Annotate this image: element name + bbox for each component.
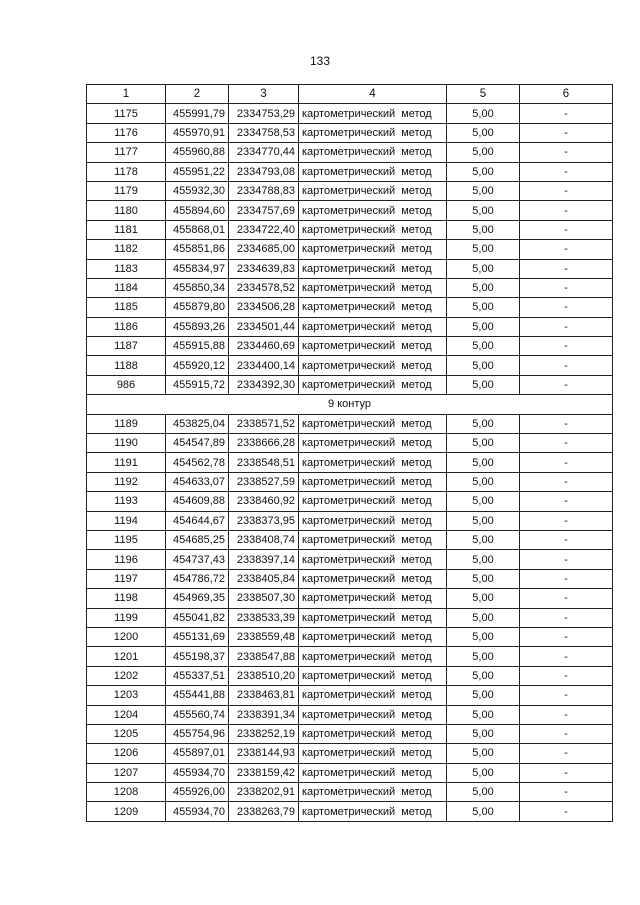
table-row (87, 802, 613, 821)
y-coordinate-cell: 2338666,28 (229, 434, 299, 453)
accuracy-cell: 5,00 (447, 608, 520, 627)
note-cell: - (520, 647, 613, 666)
method-cell: картометрический метод (299, 356, 447, 375)
x-coordinate-cell: 454562,78 (166, 453, 229, 472)
accuracy-cell: 5,00 (447, 278, 520, 297)
y-coordinate-cell: 2334392,30 (229, 375, 299, 394)
method-cell: картометрический метод (299, 492, 447, 511)
accuracy-cell: 5,00 (447, 104, 520, 123)
accuracy-cell: 5,00 (447, 705, 520, 724)
y-coordinate-cell: 2338507,30 (229, 589, 299, 608)
y-coordinate-cell: 2338397,14 (229, 550, 299, 569)
point-number-cell: 1180 (87, 201, 166, 220)
accuracy-cell: 5,00 (447, 744, 520, 763)
accuracy-cell: 5,00 (447, 201, 520, 220)
y-coordinate-cell: 2338463,81 (229, 686, 299, 705)
note-cell: - (520, 724, 613, 743)
y-coordinate-cell: 2334793,08 (229, 162, 299, 181)
x-coordinate-cell: 454547,89 (166, 434, 229, 453)
x-coordinate-cell: 455893,26 (166, 317, 229, 336)
x-coordinate-cell: 455851,86 (166, 240, 229, 259)
note-cell: - (520, 627, 613, 646)
section-title-row (87, 395, 613, 414)
point-number-cell: 1199 (87, 608, 166, 627)
y-coordinate-cell: 2338527,59 (229, 472, 299, 491)
point-number-cell: 1189 (87, 414, 166, 433)
x-coordinate-cell: 455932,30 (166, 181, 229, 200)
note-cell: - (520, 123, 613, 142)
y-coordinate-cell: 2338460,92 (229, 492, 299, 511)
table-row (87, 608, 613, 627)
point-number-cell: 1200 (87, 627, 166, 646)
y-coordinate-cell: 2334757,69 (229, 201, 299, 220)
x-coordinate-cell: 455991,79 (166, 104, 229, 123)
method-cell: картометрический метод (299, 143, 447, 162)
table-row (87, 472, 613, 491)
point-number-cell: 986 (87, 375, 166, 394)
x-coordinate-cell: 455926,00 (166, 783, 229, 802)
method-cell: картометрический метод (299, 201, 447, 220)
x-coordinate-cell: 455915,72 (166, 375, 229, 394)
point-number-cell: 1182 (87, 240, 166, 259)
x-coordinate-cell: 454633,07 (166, 472, 229, 491)
accuracy-cell: 5,00 (447, 802, 520, 821)
note-cell: - (520, 259, 613, 278)
note-cell: - (520, 569, 613, 588)
method-cell: картометрический метод (299, 666, 447, 685)
x-coordinate-cell: 455198,37 (166, 647, 229, 666)
point-number-cell: 1194 (87, 511, 166, 530)
x-coordinate-cell: 455337,51 (166, 666, 229, 685)
table-row (87, 104, 613, 123)
y-coordinate-cell: 2334460,69 (229, 337, 299, 356)
note-cell: - (520, 143, 613, 162)
accuracy-cell: 5,00 (447, 356, 520, 375)
note-cell: - (520, 550, 613, 569)
header-col-4: 4 (299, 85, 447, 104)
table-row (87, 492, 613, 511)
x-coordinate-cell: 455834,97 (166, 259, 229, 278)
accuracy-cell: 5,00 (447, 143, 520, 162)
table-row (87, 298, 613, 317)
x-coordinate-cell: 455934,70 (166, 763, 229, 782)
note-cell: - (520, 181, 613, 200)
y-coordinate-cell: 2334400,14 (229, 356, 299, 375)
table-row (87, 744, 613, 763)
y-coordinate-cell: 2334639,83 (229, 259, 299, 278)
x-coordinate-cell: 454609,88 (166, 492, 229, 511)
accuracy-cell: 5,00 (447, 259, 520, 278)
point-number-cell: 1204 (87, 705, 166, 724)
accuracy-cell: 5,00 (447, 123, 520, 142)
accuracy-cell: 5,00 (447, 337, 520, 356)
note-cell: - (520, 763, 613, 782)
note-cell: - (520, 162, 613, 181)
point-number-cell: 1195 (87, 530, 166, 549)
table-row (87, 162, 613, 181)
table-row (87, 181, 613, 200)
accuracy-cell: 5,00 (447, 375, 520, 394)
note-cell: - (520, 783, 613, 802)
y-coordinate-cell: 2338405,84 (229, 569, 299, 588)
y-coordinate-cell: 2338373,95 (229, 511, 299, 530)
accuracy-cell: 5,00 (447, 414, 520, 433)
x-coordinate-cell: 455560,74 (166, 705, 229, 724)
note-cell: - (520, 220, 613, 239)
point-number-cell: 1206 (87, 744, 166, 763)
point-number-cell: 1192 (87, 472, 166, 491)
table-row (87, 356, 613, 375)
x-coordinate-cell: 455441,88 (166, 686, 229, 705)
accuracy-cell: 5,00 (447, 181, 520, 200)
method-cell: картометрический метод (299, 530, 447, 549)
method-cell: картометрический метод (299, 550, 447, 569)
method-cell: картометрический метод (299, 453, 447, 472)
point-number-cell: 1183 (87, 259, 166, 278)
note-cell: - (520, 278, 613, 297)
accuracy-cell: 5,00 (447, 647, 520, 666)
note-cell: - (520, 705, 613, 724)
page-number: 133 (309, 54, 331, 68)
y-coordinate-cell: 2338533,39 (229, 608, 299, 627)
x-coordinate-cell: 455960,88 (166, 143, 229, 162)
method-cell: картометрический метод (299, 317, 447, 336)
table-row (87, 453, 613, 472)
method-cell: картометрический метод (299, 414, 447, 433)
y-coordinate-cell: 2334506,28 (229, 298, 299, 317)
y-coordinate-cell: 2334758,53 (229, 123, 299, 142)
method-cell: картометрический метод (299, 802, 447, 821)
accuracy-cell: 5,00 (447, 763, 520, 782)
table-row (87, 123, 613, 142)
note-cell: - (520, 453, 613, 472)
note-cell: - (520, 356, 613, 375)
method-cell: картометрический метод (299, 123, 447, 142)
point-number-cell: 1186 (87, 317, 166, 336)
point-number-cell: 1191 (87, 453, 166, 472)
note-cell: - (520, 686, 613, 705)
method-cell: картометрический метод (299, 240, 447, 259)
point-number-cell: 1181 (87, 220, 166, 239)
y-coordinate-cell: 2338571,52 (229, 414, 299, 433)
note-cell: - (520, 802, 613, 821)
table-row (87, 530, 613, 549)
x-coordinate-cell: 455897,01 (166, 744, 229, 763)
note-cell: - (520, 511, 613, 530)
accuracy-cell: 5,00 (447, 724, 520, 743)
note-cell: - (520, 492, 613, 511)
header-col-1: 1 (87, 85, 166, 104)
method-cell: картометрический метод (299, 783, 447, 802)
accuracy-cell: 5,00 (447, 472, 520, 491)
method-cell: картометрический метод (299, 298, 447, 317)
accuracy-cell: 5,00 (447, 589, 520, 608)
method-cell: картометрический метод (299, 569, 447, 588)
method-cell: картометрический метод (299, 589, 447, 608)
table-row (87, 434, 613, 453)
x-coordinate-cell: 454786,72 (166, 569, 229, 588)
y-coordinate-cell: 2334685,00 (229, 240, 299, 259)
y-coordinate-cell: 2338548,51 (229, 453, 299, 472)
method-cell: картометрический метод (299, 434, 447, 453)
method-cell: картометрический метод (299, 647, 447, 666)
accuracy-cell: 5,00 (447, 569, 520, 588)
method-cell: картометрический метод (299, 278, 447, 297)
x-coordinate-cell: 455894,60 (166, 201, 229, 220)
method-cell: картометрический метод (299, 162, 447, 181)
table-row (87, 240, 613, 259)
table-row (87, 414, 613, 433)
y-coordinate-cell: 2334770,44 (229, 143, 299, 162)
x-coordinate-cell: 455879,80 (166, 298, 229, 317)
note-cell: - (520, 744, 613, 763)
y-coordinate-cell: 2334722,40 (229, 220, 299, 239)
accuracy-cell: 5,00 (447, 298, 520, 317)
y-coordinate-cell: 2334788,83 (229, 181, 299, 200)
table-header-row (87, 85, 613, 104)
accuracy-cell: 5,00 (447, 511, 520, 530)
note-cell: - (520, 375, 613, 394)
accuracy-cell: 5,00 (447, 666, 520, 685)
note-cell: - (520, 608, 613, 627)
point-number-cell: 1188 (87, 356, 166, 375)
y-coordinate-cell: 2338263,79 (229, 802, 299, 821)
method-cell: картометрический метод (299, 705, 447, 724)
table-row (87, 783, 613, 802)
point-number-cell: 1190 (87, 434, 166, 453)
table-row (87, 705, 613, 724)
accuracy-cell: 5,00 (447, 434, 520, 453)
accuracy-cell: 5,00 (447, 686, 520, 705)
method-cell: картометрический метод (299, 104, 447, 123)
point-number-cell: 1185 (87, 298, 166, 317)
point-number-cell: 1175 (87, 104, 166, 123)
method-cell: картометрический метод (299, 259, 447, 278)
x-coordinate-cell: 454737,43 (166, 550, 229, 569)
point-number-cell: 1208 (87, 783, 166, 802)
y-coordinate-cell: 2338391,34 (229, 705, 299, 724)
point-number-cell: 1176 (87, 123, 166, 142)
method-cell: картометрический метод (299, 608, 447, 627)
method-cell: картометрический метод (299, 744, 447, 763)
table-row (87, 375, 613, 394)
accuracy-cell: 5,00 (447, 627, 520, 646)
y-coordinate-cell: 2338159,42 (229, 763, 299, 782)
table-row (87, 259, 613, 278)
point-number-cell: 1187 (87, 337, 166, 356)
table-row (87, 589, 613, 608)
point-number-cell: 1207 (87, 763, 166, 782)
x-coordinate-cell: 455850,34 (166, 278, 229, 297)
y-coordinate-cell: 2334753,29 (229, 104, 299, 123)
section-title: 9 контур (87, 395, 613, 414)
table-row (87, 337, 613, 356)
accuracy-cell: 5,00 (447, 550, 520, 569)
table-row (87, 627, 613, 646)
method-cell: картометрический метод (299, 472, 447, 491)
coordinates-table (86, 84, 613, 822)
method-cell: картометрический метод (299, 181, 447, 200)
point-number-cell: 1193 (87, 492, 166, 511)
point-number-cell: 1203 (87, 686, 166, 705)
accuracy-cell: 5,00 (447, 317, 520, 336)
note-cell: - (520, 298, 613, 317)
point-number-cell: 1178 (87, 162, 166, 181)
x-coordinate-cell: 455131,69 (166, 627, 229, 646)
y-coordinate-cell: 2338510,20 (229, 666, 299, 685)
header-col-2: 2 (166, 85, 229, 104)
note-cell: - (520, 472, 613, 491)
y-coordinate-cell: 2334501,44 (229, 317, 299, 336)
method-cell: картометрический метод (299, 724, 447, 743)
note-cell: - (520, 337, 613, 356)
y-coordinate-cell: 2338252,19 (229, 724, 299, 743)
header-col-5: 5 (447, 85, 520, 104)
accuracy-cell: 5,00 (447, 783, 520, 802)
header-col-6: 6 (520, 85, 613, 104)
accuracy-cell: 5,00 (447, 240, 520, 259)
x-coordinate-cell: 454969,35 (166, 589, 229, 608)
accuracy-cell: 5,00 (447, 530, 520, 549)
y-coordinate-cell: 2338547,88 (229, 647, 299, 666)
table-row (87, 550, 613, 569)
table-row (87, 317, 613, 336)
method-cell: картометрический метод (299, 511, 447, 530)
x-coordinate-cell: 454685,25 (166, 530, 229, 549)
accuracy-cell: 5,00 (447, 453, 520, 472)
note-cell: - (520, 530, 613, 549)
method-cell: картометрический метод (299, 627, 447, 646)
table-row (87, 143, 613, 162)
method-cell: картометрический метод (299, 337, 447, 356)
point-number-cell: 1196 (87, 550, 166, 569)
x-coordinate-cell: 453825,04 (166, 414, 229, 433)
x-coordinate-cell: 455868,01 (166, 220, 229, 239)
x-coordinate-cell: 455754,96 (166, 724, 229, 743)
note-cell: - (520, 589, 613, 608)
point-number-cell: 1198 (87, 589, 166, 608)
method-cell: картометрический метод (299, 686, 447, 705)
y-coordinate-cell: 2334578,52 (229, 278, 299, 297)
note-cell: - (520, 201, 613, 220)
table-row (87, 647, 613, 666)
accuracy-cell: 5,00 (447, 162, 520, 181)
point-number-cell: 1202 (87, 666, 166, 685)
table-row (87, 666, 613, 685)
table-row (87, 278, 613, 297)
accuracy-cell: 5,00 (447, 492, 520, 511)
x-coordinate-cell: 455920,12 (166, 356, 229, 375)
y-coordinate-cell: 2338202,91 (229, 783, 299, 802)
y-coordinate-cell: 2338144,93 (229, 744, 299, 763)
x-coordinate-cell: 455934,70 (166, 802, 229, 821)
method-cell: картометрический метод (299, 763, 447, 782)
x-coordinate-cell: 455915,88 (166, 337, 229, 356)
table-body (87, 85, 613, 822)
x-coordinate-cell: 455951,22 (166, 162, 229, 181)
table-row (87, 686, 613, 705)
point-number-cell: 1205 (87, 724, 166, 743)
method-cell: картометрический метод (299, 375, 447, 394)
note-cell: - (520, 104, 613, 123)
x-coordinate-cell: 455041,82 (166, 608, 229, 627)
table-row (87, 569, 613, 588)
note-cell: - (520, 414, 613, 433)
method-cell: картометрический метод (299, 220, 447, 239)
note-cell: - (520, 317, 613, 336)
accuracy-cell: 5,00 (447, 220, 520, 239)
point-number-cell: 1179 (87, 181, 166, 200)
table-row (87, 511, 613, 530)
y-coordinate-cell: 2338408,74 (229, 530, 299, 549)
point-number-cell: 1209 (87, 802, 166, 821)
point-number-cell: 1177 (87, 143, 166, 162)
table-row (87, 763, 613, 782)
y-coordinate-cell: 2338559,48 (229, 627, 299, 646)
point-number-cell: 1197 (87, 569, 166, 588)
point-number-cell: 1201 (87, 647, 166, 666)
table-row (87, 724, 613, 743)
note-cell: - (520, 666, 613, 685)
note-cell: - (520, 434, 613, 453)
note-cell: - (520, 240, 613, 259)
x-coordinate-cell: 454644,67 (166, 511, 229, 530)
table-row (87, 220, 613, 239)
header-col-3: 3 (229, 85, 299, 104)
table-row (87, 201, 613, 220)
x-coordinate-cell: 455970,91 (166, 123, 229, 142)
point-number-cell: 1184 (87, 278, 166, 297)
